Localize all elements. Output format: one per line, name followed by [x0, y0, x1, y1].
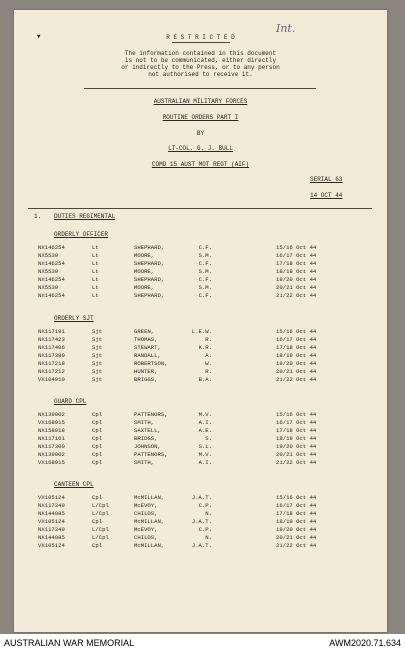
roster-date: 21/22 Oct 44 [276, 459, 317, 466]
roster-name: JOHNSON, [134, 443, 161, 450]
archive-footer [0, 634, 405, 653]
group-heading: CANTEEN CPL [54, 481, 94, 488]
roster-name: BRIDGS, [134, 435, 158, 442]
roster-date: 15/16 Oct 44 [276, 494, 317, 501]
roster-name: HUNTER, [134, 368, 158, 375]
roster-no: NX117191 [38, 328, 65, 335]
roster-name: MOORE, [134, 284, 155, 291]
roster-rank: L/Cpl [92, 502, 109, 509]
roster-row [14, 284, 387, 291]
handwritten-note: Int. [276, 22, 296, 35]
roster-row [14, 352, 387, 359]
roster-rank: Cpl [92, 419, 103, 426]
footer-institution: AUSTRALIAN WAR MEMORIAL [4, 638, 135, 648]
officer-name: LT-COL. G. J. BULL [168, 145, 233, 152]
roster-name: McEVOY, [134, 502, 158, 509]
roster-rank: Cpl [92, 518, 103, 525]
roster-init: J.A.T. [191, 518, 212, 525]
roster-no: NX139002 [38, 451, 65, 458]
roster-date: 21/22 Oct 44 [276, 376, 317, 383]
restricted-underline [172, 42, 230, 43]
roster-row [14, 443, 387, 450]
roster-row [14, 268, 387, 275]
roster-init: N. [205, 510, 212, 517]
roster-date: 19/20 Oct 44 [276, 443, 317, 450]
by-line: BY [196, 130, 205, 137]
roster-rank: Lt [92, 252, 99, 259]
roster-init: C.F. [198, 292, 212, 299]
roster-name: RANDALL, [134, 352, 161, 359]
roster-init: A.I. [198, 419, 212, 426]
roster-date: 16/17 Oct 44 [276, 419, 317, 426]
notice-line-1: The information contained in this document [124, 50, 277, 57]
serial-number: SERIAL 63 [310, 176, 343, 183]
roster-rank: Cpl [92, 411, 103, 418]
roster-name: SAXTELL, [134, 427, 161, 434]
roster-row [14, 252, 387, 259]
roster-rank: Cpl [92, 443, 103, 450]
roster-no: NX158018 [38, 427, 65, 434]
roster-rank: Cpl [92, 542, 103, 549]
section-rule [28, 208, 372, 209]
roster-row [14, 534, 387, 541]
roster-name: SHEPHARD, [134, 260, 165, 267]
roster-init: S.L. [198, 443, 212, 450]
roster-name: MOORE, [134, 252, 155, 259]
roster-rank: Lt [92, 292, 99, 299]
roster-date: 20/21 Oct 44 [276, 368, 317, 375]
header-rule [84, 88, 316, 89]
roster-row [14, 451, 387, 458]
roster-date: 18/19 Oct 44 [276, 435, 317, 442]
roster-rank: Lt [92, 276, 99, 283]
roster-no: NX146254 [38, 276, 65, 283]
roster-no: VX105124 [38, 494, 65, 501]
roster-no: NX144085 [38, 534, 65, 541]
roster-rank: L/Cpl [92, 526, 109, 533]
roster-date: 18/19 Oct 44 [276, 518, 317, 525]
roster-init: S.M. [198, 252, 212, 259]
roster-init: C.F. [198, 244, 212, 251]
roster-rank: Lt [92, 284, 99, 291]
roster-rank: L/Cpl [92, 510, 109, 517]
roster-init: A.I. [198, 459, 212, 466]
roster-rank: Cpl [92, 494, 103, 501]
roster-name: McMILLAN, [134, 518, 165, 525]
notice-line-4: not authorised to receive it. [148, 71, 253, 78]
roster-rank: Cpl [92, 435, 103, 442]
roster-row [14, 427, 387, 434]
roster-no: NX146254 [38, 292, 65, 299]
roster-row [14, 260, 387, 267]
roster-row [14, 459, 387, 466]
roster-date: 19/20 Oct 44 [276, 360, 317, 367]
roster-name: CHILDS, [134, 510, 158, 517]
roster-rank: Sjt [92, 328, 103, 335]
roster-no: NX117423 [38, 336, 65, 343]
roster-init: J.A.T. [191, 494, 212, 501]
roster-init: A. [205, 352, 212, 359]
roster-row [14, 419, 387, 426]
roster-init: L.E.W. [191, 328, 212, 335]
roster-rank: Cpl [92, 427, 103, 434]
roster-init: S. [205, 435, 212, 442]
roster-name: McEVOY, [134, 526, 158, 533]
roster-date: 15/16 Oct 44 [276, 244, 317, 251]
roster-date: 17/18 Oct 44 [276, 260, 317, 267]
roster-init: N. [205, 534, 212, 541]
roster-no: NX117349 [38, 526, 65, 533]
roster-date: 21/22 Oct 44 [276, 292, 317, 299]
roster-date: 15/16 Oct 44 [276, 411, 317, 418]
roster-row [14, 376, 387, 383]
section-number: 1. [34, 213, 42, 220]
roster-name: ROBERTSON, [134, 360, 168, 367]
roster-row [14, 494, 387, 501]
roster-date: 20/21 Oct 44 [276, 284, 317, 291]
roster-row [14, 328, 387, 335]
roster-row [14, 411, 387, 418]
roster-rank: Cpl [92, 451, 103, 458]
roster-no: NX117380 [38, 352, 65, 359]
roster-no: NX5530 [38, 252, 59, 259]
roster-no: NX117218 [38, 360, 65, 367]
roster-row [14, 292, 387, 299]
roster-date: 16/17 Oct 44 [276, 336, 317, 343]
roster-date: 17/18 Oct 44 [276, 344, 317, 351]
roster-row [14, 435, 387, 442]
roster-no: VX168915 [38, 419, 65, 426]
roster-name: MOORE, [134, 268, 155, 275]
roster-date: 21/22 Oct 44 [276, 542, 317, 549]
roster-date: 18/19 Oct 44 [276, 352, 317, 359]
roster-init: K.R. [198, 344, 212, 351]
notice-line-3: or indirectly to the Press, or to any person [121, 64, 280, 71]
roster-no: NX117212 [38, 368, 65, 375]
order-date: 14 OCT 44 [310, 192, 343, 199]
roster-no: VX105124 [38, 542, 65, 549]
roster-row [14, 276, 387, 283]
roster-init: C.F. [198, 260, 212, 267]
roster-init: J.A.T. [191, 542, 212, 549]
roster-date: 17/18 Oct 44 [276, 510, 317, 517]
roster-rank: Sjt [92, 360, 103, 367]
roster-name: GREEN, [134, 328, 155, 335]
roster-date: 16/17 Oct 44 [276, 252, 317, 259]
roster-name: STEWART, [134, 344, 161, 351]
roster-name: SHEPHARD, [134, 244, 165, 251]
roster-rank: Cpl [92, 459, 103, 466]
force-title: AUSTRALIAN MILITARY FORCES [153, 98, 248, 105]
roster-name: SHEPHARD, [134, 292, 165, 299]
roster-init: C.P. [198, 526, 212, 533]
roster-row [14, 518, 387, 525]
roster-date: 20/21 Oct 44 [276, 451, 317, 458]
roster-row [14, 542, 387, 549]
restricted-heading: R E S T R I C T E D [166, 34, 235, 41]
roster-no: NX117406 [38, 344, 65, 351]
roster-no: NX139002 [38, 411, 65, 418]
roster-row [14, 368, 387, 375]
roster-no: NX5530 [38, 268, 59, 275]
roster-date: 17/18 Oct 44 [276, 427, 317, 434]
roster-name: BRIGGS, [134, 376, 158, 383]
roster-row [14, 360, 387, 367]
roster-rank: Sjt [92, 376, 103, 383]
roster-name: SHEPHARD, [134, 276, 165, 283]
roster-name: McMILLAN, [134, 542, 165, 549]
roster-date: 15/16 Oct 44 [276, 328, 317, 335]
group-heading: ORDERLY OFFICER [54, 231, 109, 238]
roster-init: C.F. [198, 276, 212, 283]
footer-accession: AWM2020.71.634 [329, 638, 401, 648]
roster-no: VX104910 [38, 376, 65, 383]
roster-init: A.E. [198, 427, 212, 434]
roster-rank: Sjt [92, 352, 103, 359]
roster-rank: Lt [92, 244, 99, 251]
section-heading: DUTIES REGIMENTAL [54, 213, 116, 220]
roster-init: M.V. [198, 411, 212, 418]
roster-name: THOMAS, [134, 336, 158, 343]
roster-no: NX117161 [38, 435, 65, 442]
roster-no: VX105124 [38, 518, 65, 525]
roster-no: NX117300 [38, 443, 65, 450]
roster-row [14, 502, 387, 509]
roster-init: R. [205, 368, 212, 375]
roster-row [14, 526, 387, 533]
bullet-mark: ▾ [36, 32, 42, 42]
roster-no: NX144085 [38, 510, 65, 517]
roster-rank: Sjt [92, 344, 103, 351]
orders-title: ROUTINE ORDERS PART I [162, 114, 239, 121]
roster-rank: Lt [92, 260, 99, 267]
roster-rank: L/Cpl [92, 534, 109, 541]
roster-rank: Sjt [92, 336, 103, 343]
command-line: COMD 15 AUST MOT REGT (AIF) [151, 161, 250, 168]
roster-name: PATTENORS, [134, 411, 168, 418]
roster-date: 19/20 Oct 44 [276, 276, 317, 283]
roster-init: R. [205, 336, 212, 343]
roster-init: M.V. [198, 451, 212, 458]
roster-date: 18/19 Oct 44 [276, 268, 317, 275]
roster-row [14, 244, 387, 251]
roster-init: S.M. [198, 284, 212, 291]
roster-rank: Lt [92, 268, 99, 275]
roster-name: CHILDS, [134, 534, 158, 541]
roster-init: C.P. [198, 502, 212, 509]
roster-no: VX168915 [38, 459, 65, 466]
roster-init: S.M. [198, 268, 212, 275]
roster-date: 20/21 Oct 44 [276, 534, 317, 541]
roster-name: SMITH, [134, 419, 155, 426]
roster-name: McMILLAN, [134, 494, 165, 501]
roster-row [14, 336, 387, 343]
roster-init: W. [205, 360, 212, 367]
roster-init: B.A. [198, 376, 212, 383]
notice-line-2: is not to be communicated, either directly [124, 57, 277, 64]
roster-name: SMITH, [134, 459, 155, 466]
roster-date: 16/17 Oct 44 [276, 502, 317, 509]
roster-row [14, 344, 387, 351]
roster-no: NX146254 [38, 244, 65, 251]
roster-no: NX146254 [38, 260, 65, 267]
document-page [14, 10, 387, 632]
roster-no: NX5530 [38, 284, 59, 291]
roster-date: 19/20 Oct 44 [276, 526, 317, 533]
group-heading: GUARD CPL [54, 398, 87, 405]
roster-name: PATTENORS, [134, 451, 168, 458]
roster-no: NX117349 [38, 502, 65, 509]
group-heading: ORDERLY SJT [54, 315, 94, 322]
roster-rank: Sjt [92, 368, 103, 375]
roster-row [14, 510, 387, 517]
